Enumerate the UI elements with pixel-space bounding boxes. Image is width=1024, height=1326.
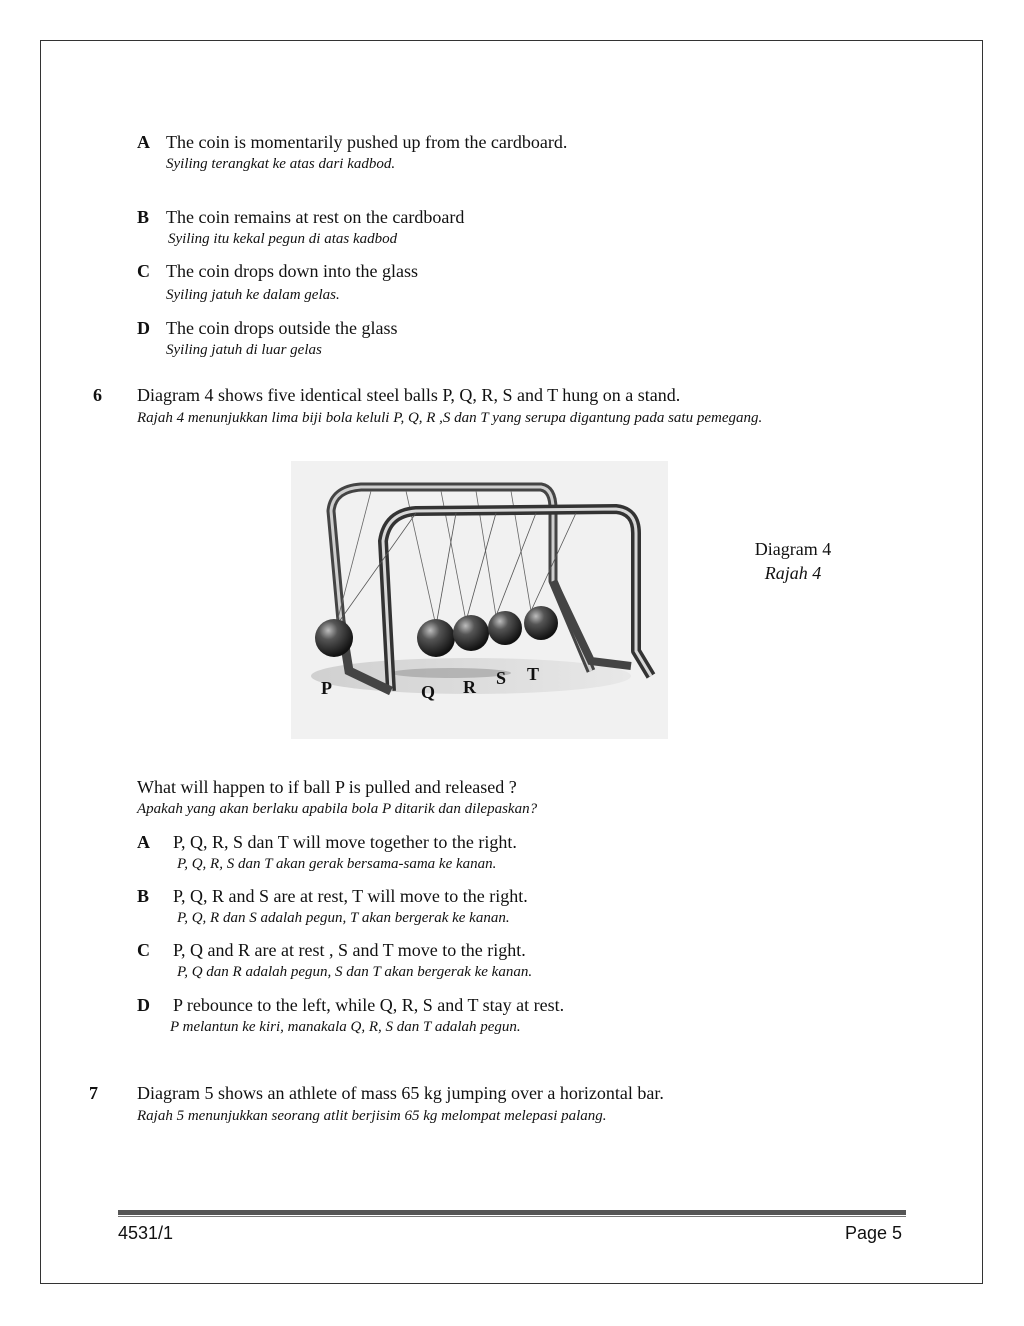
question-stem-en: Diagram 5 shows an athlete of mass 65 kg jumping over a horizontal bar. xyxy=(137,1083,664,1103)
footer-divider-thin xyxy=(118,1216,906,1217)
option-letter: D xyxy=(137,318,150,338)
option-text-ms: Syiling jatuh ke dalam gelas. xyxy=(166,287,340,303)
ball-s xyxy=(488,611,522,645)
question-number: 6 xyxy=(93,385,102,405)
option-text-en: The coin drops outside the glass xyxy=(166,318,398,338)
option-letter: C xyxy=(137,261,150,281)
option-text-en: The coin is momentarily pushed up from the cardboard. xyxy=(166,132,568,152)
option-text-ms: P, Q, R dan S adalah pegun, T akan bergerak ke kanan. xyxy=(177,910,510,926)
question-text-ms: Apakah yang akan berlaku apabila bola P ditarik dan dilepaskan? xyxy=(137,801,538,817)
ball-label-r: R xyxy=(463,677,476,697)
ball-label-q: Q xyxy=(421,682,436,702)
question-stem-en: Diagram 4 shows five identical steel balls P, Q, R, S and T hung on a stand. xyxy=(137,385,681,405)
question-text-en: What will happen to if ball P is pulled and released ? xyxy=(137,777,517,797)
option-text-ms: Syiling jatuh di luar gelas xyxy=(166,342,322,358)
option-letter: B xyxy=(137,886,150,906)
option-text-ms: P, Q, R, S dan T akan gerak bersama-sama ke kanan. xyxy=(177,856,497,872)
ball-label-s: S xyxy=(496,668,507,688)
newtons-cradle-illustration xyxy=(291,461,668,739)
question-stem-ms: Rajah 5 menunjukkan seorang atlit berjisim 65 kg melompat melepasi palang. xyxy=(137,1108,607,1124)
ball-label-t: T xyxy=(527,664,540,684)
ball-r xyxy=(453,615,489,651)
option-text-en: P, Q, R, S dan T will move together to the right. xyxy=(173,832,517,852)
option-text-en: P rebounce to the left, while Q, R, S and T stay at rest. xyxy=(173,995,565,1015)
option-text-en: The coin drops down into the glass xyxy=(166,261,418,281)
option-text-ms: Syiling itu kekal pegun di atas kadbod xyxy=(168,231,398,247)
ball-t xyxy=(524,606,558,640)
ball-shadow xyxy=(391,668,511,678)
option-letter: A xyxy=(137,132,150,152)
option-text-ms: P, Q dan R adalah pegun, S dan T akan bergerak ke kanan. xyxy=(177,964,533,980)
diagram-caption-en: Diagram 4 xyxy=(754,539,832,559)
option-letter: A xyxy=(137,832,150,852)
ball-q xyxy=(417,619,455,657)
diagram-caption-ms: Rajah 4 xyxy=(764,563,822,583)
option-letter: B xyxy=(137,207,150,227)
ball-p xyxy=(315,619,353,657)
option-text-ms: P melantun ke kiri, manakala Q, R, S dan T adalah pegun. xyxy=(170,1019,521,1035)
ball-label-p: P xyxy=(321,678,332,698)
question-number: 7 xyxy=(89,1083,98,1103)
footer-divider xyxy=(118,1210,906,1215)
option-text-en: The coin remains at rest on the cardboard xyxy=(166,207,465,227)
newtons-cradle-diagram xyxy=(291,461,668,739)
page-number: Page 5 xyxy=(845,1223,903,1243)
option-text-ms: Syiling terangkat ke atas dari kadbod. xyxy=(166,156,396,172)
question-stem-ms: Rajah 4 menunjukkan lima biji bola keluli P, Q, R ,S dan T yang serupa digantung pada satu pemegang. xyxy=(137,410,763,426)
base-leg-right xyxy=(553,581,631,666)
paper-code: 4531/1 xyxy=(118,1223,174,1243)
option-letter: C xyxy=(137,940,150,960)
option-letter: D xyxy=(137,995,150,1015)
option-text-en: P, Q, R and S are at rest, T will move to the right. xyxy=(173,886,528,906)
option-text-en: P, Q and R are at rest , S and T move to the right. xyxy=(173,940,526,960)
